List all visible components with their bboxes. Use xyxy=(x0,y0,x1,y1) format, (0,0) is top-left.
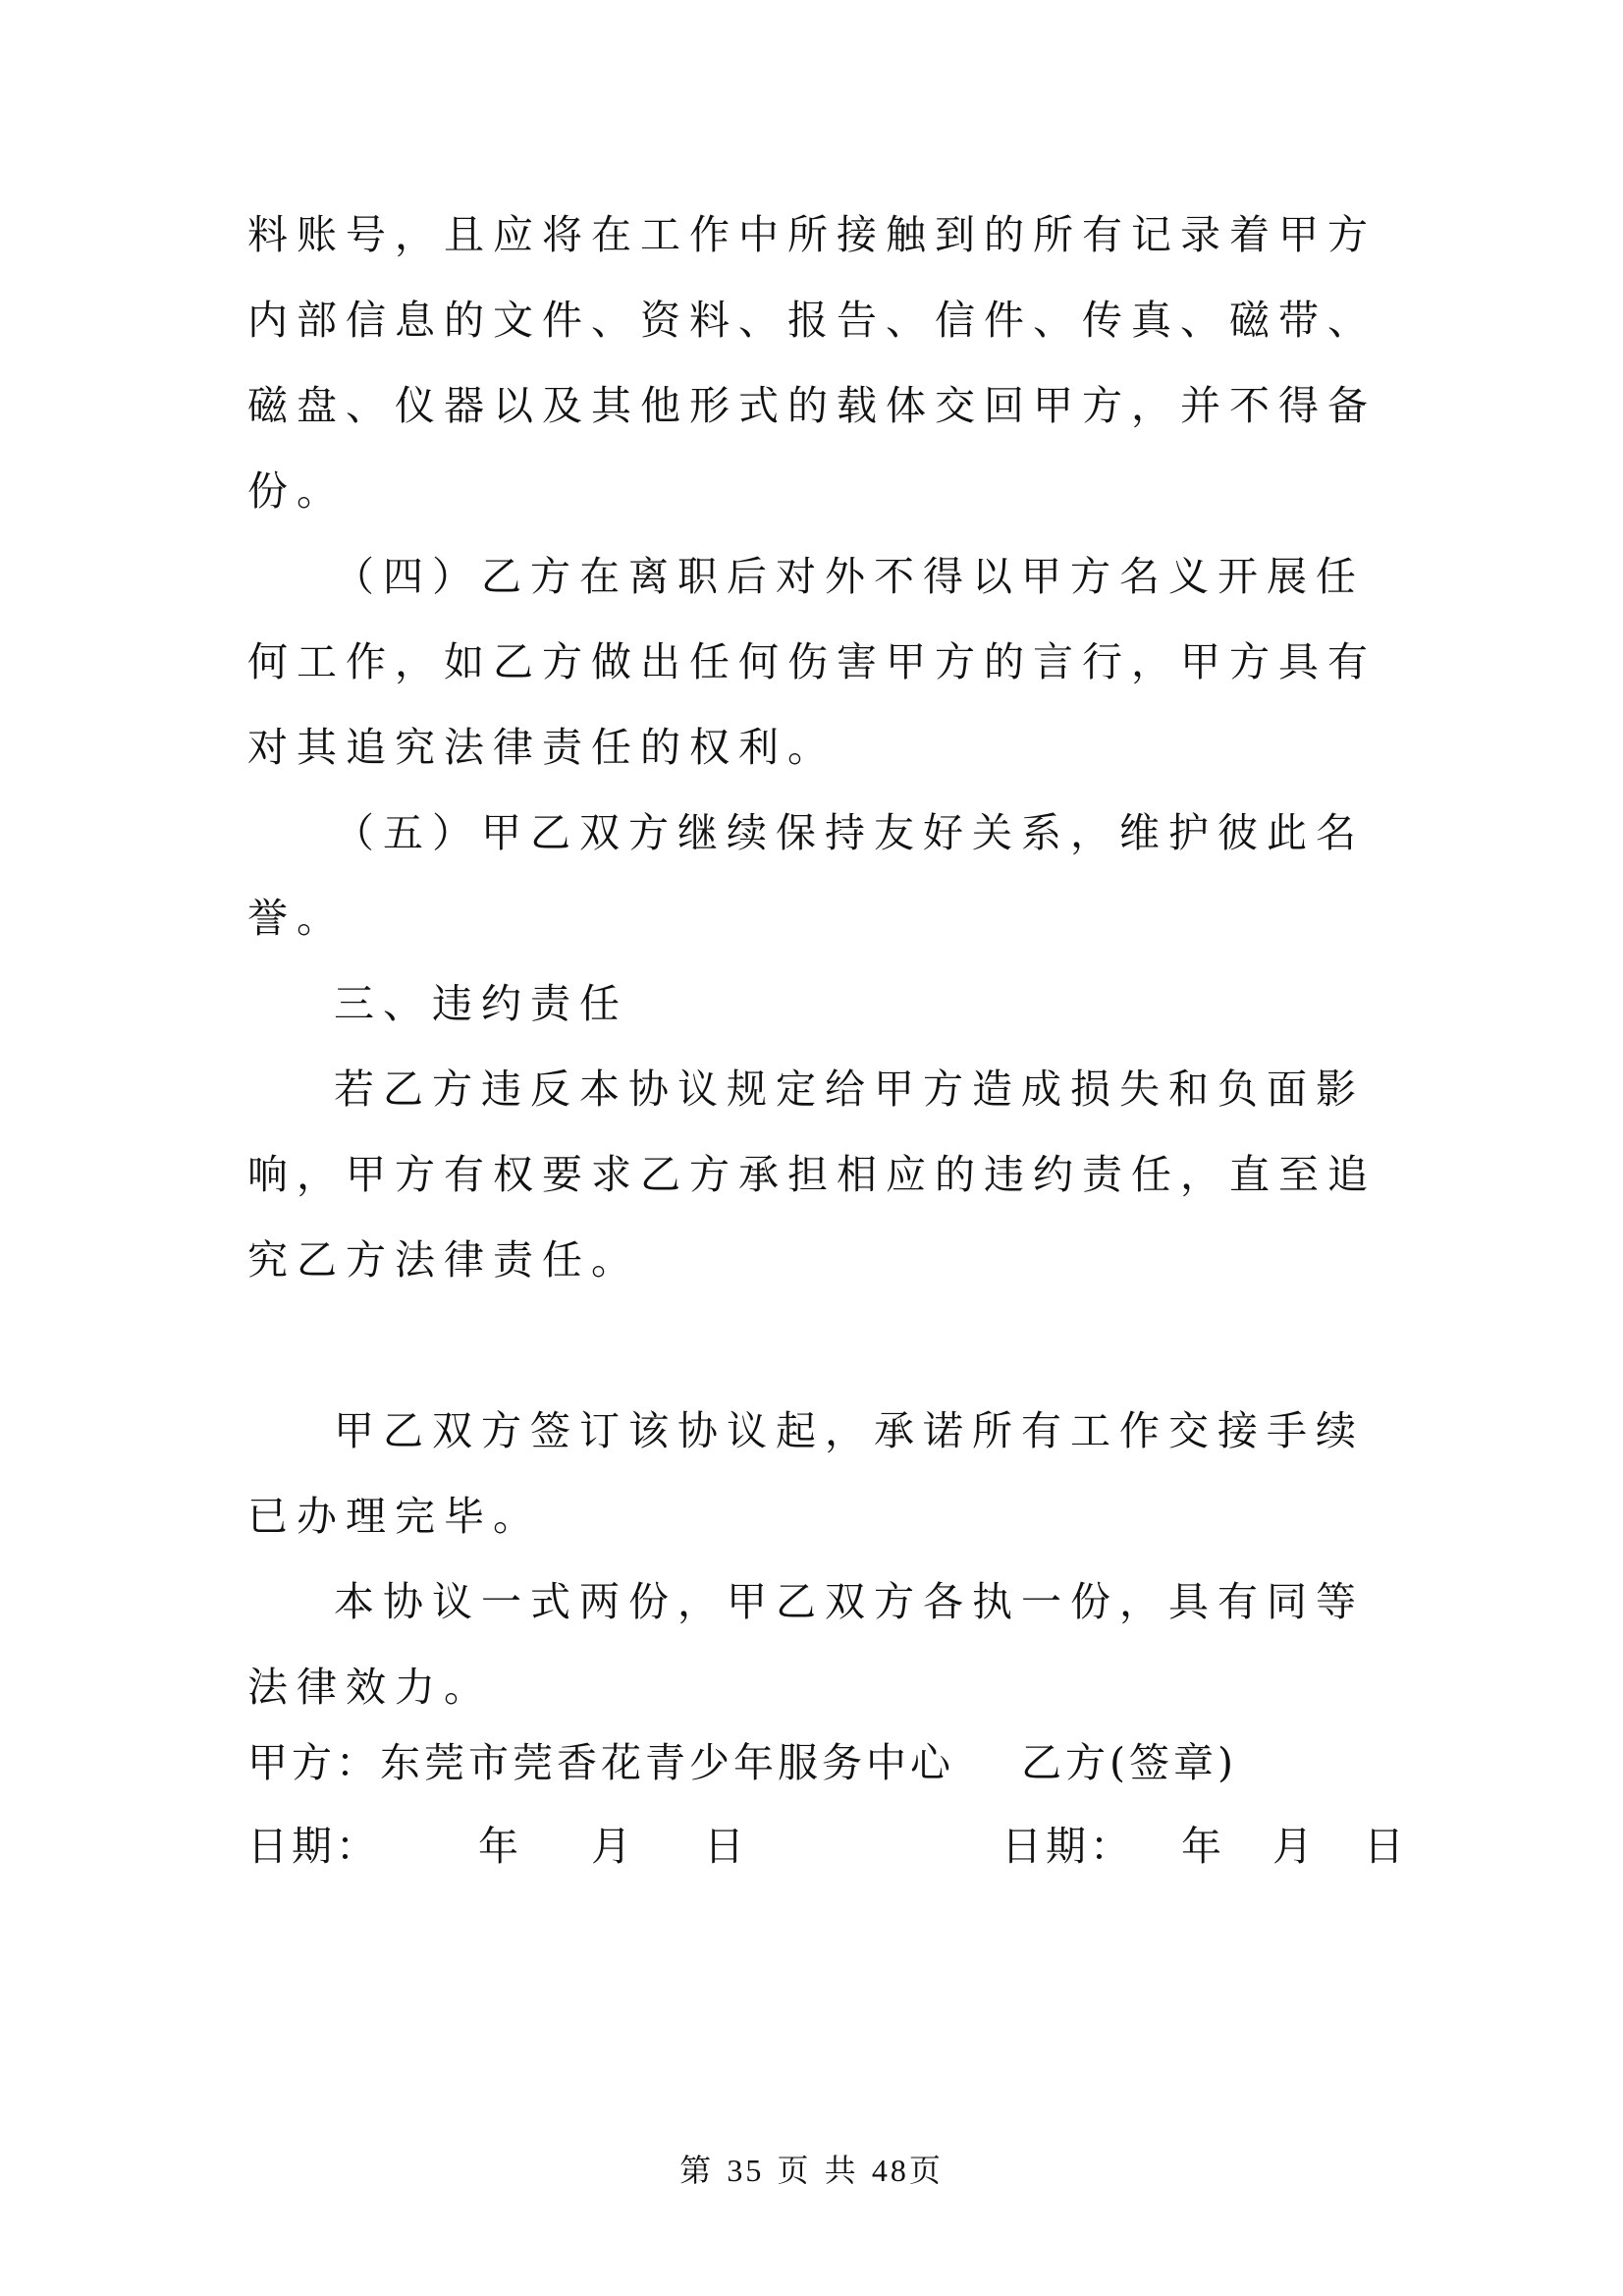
date-label: 日期： xyxy=(247,1823,380,1870)
total-page-count: 48 xyxy=(871,2153,909,2188)
date-label: 日期： xyxy=(1001,1823,1134,1870)
day-label: 日 xyxy=(1364,1823,1408,1870)
year-label: 年 xyxy=(478,1823,522,1870)
month-label: 月 xyxy=(1272,1823,1317,1870)
footer-middle: 页 共 xyxy=(777,2152,859,2189)
current-page-number: 35 xyxy=(727,2153,765,2188)
paragraph-clause-five: （五）甲乙双方继续保持友好关系，维护彼此名誉。 xyxy=(247,809,1365,942)
paragraph-liability: 若乙方违反本协议规定给甲方造成损失和负面影响，甲方有权要求乙方承担相应的违约责任，直至追究乙方法律责任。 xyxy=(247,1066,1377,1284)
paragraph-return-materials: 料账号，且应将在工作中所接触到的所有记录着甲方内部信息的文件、资料、报告、信件、传真、磁带、磁盘、仪器以及其他形式的载体交回甲方，并不得备份。 xyxy=(247,211,1377,515)
paragraph-clause-four: （四）乙方在离职后对外不得以甲方名义开展任何工作，如乙方做出任何伤害甲方的言行，甲方具有对其追究法律责任的权利。 xyxy=(247,553,1377,771)
footer-prefix: 第 xyxy=(679,2152,715,2189)
month-label: 月 xyxy=(591,1823,635,1870)
day-label: 日 xyxy=(704,1823,748,1870)
year-label: 年 xyxy=(1181,1823,1225,1870)
paragraph-copies: 本协议一式两份，甲乙双方各执一份，具有同等法律效力。 xyxy=(247,1578,1365,1711)
party-b-signature: 乙方(签章) xyxy=(1021,1739,1237,1786)
agreement-body xyxy=(247,192,1386,1730)
footer-suffix: 页 xyxy=(908,2152,944,2189)
section-heading-liability: 三、违约责任 xyxy=(334,980,628,1027)
party-a-signature: 甲方：东莞市莞香花青少年服务中心 xyxy=(247,1739,954,1786)
party-a-date xyxy=(247,1817,748,1876)
party-b-date xyxy=(1001,1817,1408,1876)
paragraph-gap xyxy=(247,1303,1386,1389)
page-footer xyxy=(0,2146,1623,2191)
paragraph-handover-complete: 甲乙双方签订该协议起，承诺所有工作交接手续已办理完毕。 xyxy=(247,1407,1365,1540)
